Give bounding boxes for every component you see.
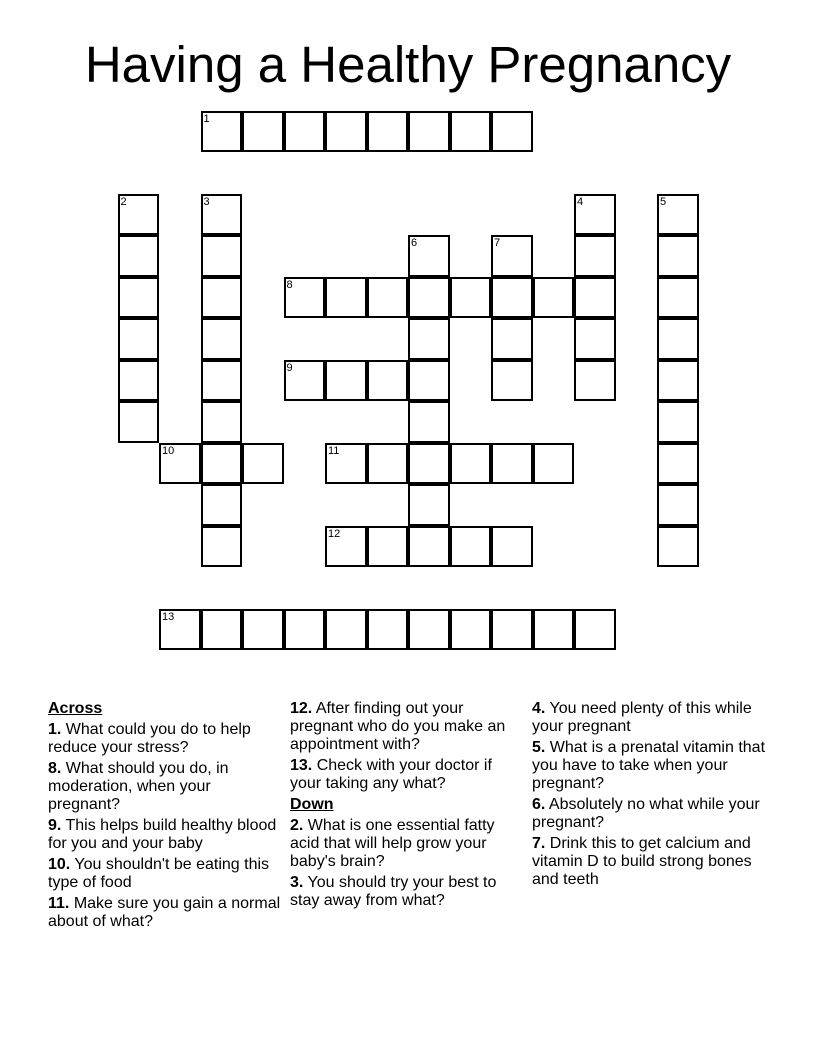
grid-cell[interactable] [657, 401, 699, 443]
grid-cell[interactable] [574, 360, 616, 402]
grid-cell[interactable] [657, 484, 699, 526]
grid-cell[interactable] [118, 235, 160, 277]
clue-text: What is a prenatal vitamin that you have to take when your pregnant? [532, 739, 766, 792]
puzzle-title: Having a Healthy Pregnancy [84, 36, 732, 93]
grid-cell[interactable] [491, 111, 533, 153]
cell-number: 4 [577, 195, 584, 208]
grid-cell[interactable] [450, 443, 492, 485]
grid-cell[interactable] [201, 443, 243, 485]
grid-cell[interactable] [201, 484, 243, 526]
grid-cell[interactable] [201, 111, 243, 153]
clue-text: You should try your best to stay away from what? [290, 874, 497, 909]
clue-number: 8. [48, 760, 62, 777]
grid-cell[interactable] [574, 194, 616, 236]
grid-cell[interactable] [367, 526, 409, 568]
grid-cell[interactable] [408, 277, 450, 319]
grid-cell[interactable] [491, 277, 533, 319]
grid-cell[interactable] [408, 360, 450, 402]
clue-text: Drink this to get calcium and vitamin D to build strong bones and teeth [532, 835, 752, 888]
grid-cell[interactable] [491, 235, 533, 277]
grid-cell[interactable] [201, 318, 243, 360]
clue-number: 7. [532, 835, 546, 852]
grid-cell[interactable] [533, 609, 575, 651]
clue-number: 3. [290, 874, 304, 891]
cell-number: 11 [328, 444, 340, 457]
grid-cell[interactable] [325, 111, 367, 153]
clue-text: You shouldn't be eating this type of food [48, 856, 270, 891]
grid-cell[interactable] [325, 526, 367, 568]
clue-text: After finding out your pregnant who do you make an appointment with? [290, 700, 506, 753]
grid-cell[interactable] [657, 360, 699, 402]
grid-cell[interactable] [657, 194, 699, 236]
grid-cell[interactable] [450, 277, 492, 319]
grid-cell[interactable] [159, 443, 201, 485]
grid-cell[interactable] [201, 526, 243, 568]
grid-cell[interactable] [284, 111, 326, 153]
clues-column-2 [290, 700, 526, 913]
grid-cell[interactable] [118, 401, 160, 443]
grid-cell[interactable] [367, 111, 409, 153]
clue-text: What could you do to help reduce your stress? [48, 721, 251, 756]
clue-across-1 [48, 721, 284, 757]
grid-cell[interactable] [408, 443, 450, 485]
grid-cell[interactable] [408, 318, 450, 360]
grid-cell[interactable] [408, 609, 450, 651]
clue-across-11 [48, 895, 284, 931]
grid-cell[interactable] [201, 360, 243, 402]
clue-text: Check with your doctor if your taking any what? [290, 757, 492, 792]
across-header: Across [48, 700, 103, 717]
clue-text: What should you do, in moderation, when your pregnant? [48, 760, 229, 813]
clue-number: 4. [532, 700, 546, 717]
grid-cell[interactable] [450, 111, 492, 153]
grid-cell[interactable] [367, 609, 409, 651]
clue-text: This helps build healthy blood for you and your baby [48, 817, 277, 852]
grid-cell[interactable] [408, 235, 450, 277]
clue-number: 12. [290, 700, 313, 717]
clue-text: What is one essential fatty acid that will help grow your baby's brain? [290, 817, 495, 870]
grid-cell[interactable] [491, 609, 533, 651]
grid-cell[interactable] [574, 235, 616, 277]
cell-number: 9 [286, 361, 293, 374]
grid-cell[interactable] [491, 443, 533, 485]
grid-cell[interactable] [657, 235, 699, 277]
clue-across-8 [48, 760, 284, 814]
clue-down-6 [532, 796, 772, 832]
cell-number: 10 [162, 444, 175, 457]
grid-cell[interactable] [242, 609, 284, 651]
clue-across-9 [48, 817, 284, 853]
grid-cell[interactable] [574, 609, 616, 651]
clue-across-10 [48, 856, 284, 892]
clue-number: 2. [290, 817, 304, 834]
clue-number: 1. [48, 721, 62, 738]
clue-number: 11. [48, 895, 70, 912]
grid-cell[interactable] [657, 443, 699, 485]
clue-across-13 [290, 757, 526, 793]
cell-number: 5 [660, 195, 667, 208]
grid-cell[interactable] [325, 443, 367, 485]
clue-down-4 [532, 700, 772, 736]
clue-number: 6. [532, 796, 546, 813]
clue-number: 13. [290, 757, 313, 774]
clues-column-3 [532, 700, 772, 892]
grid-cell[interactable] [325, 360, 367, 402]
grid-cell[interactable] [367, 360, 409, 402]
grid-cell[interactable] [408, 401, 450, 443]
clue-down-2 [290, 817, 526, 871]
grid-cell[interactable] [491, 318, 533, 360]
clue-down-7 [532, 835, 772, 889]
grid-cell[interactable] [574, 318, 616, 360]
cell-number: 8 [286, 278, 293, 291]
cell-number: 1 [203, 112, 210, 125]
grid-cell[interactable] [201, 609, 243, 651]
cell-number: 13 [162, 610, 175, 623]
grid-cell[interactable] [367, 277, 409, 319]
clues-column-1 [48, 700, 284, 934]
clue-text: You need plenty of this while your pregnant [532, 700, 752, 735]
grid-cell[interactable] [284, 360, 326, 402]
cell-number: 3 [203, 195, 210, 208]
grid-cell[interactable] [367, 443, 409, 485]
grid-cell[interactable] [408, 484, 450, 526]
grid-cell[interactable] [118, 360, 160, 402]
clue-down-5 [532, 739, 772, 793]
grid-cell[interactable] [325, 609, 367, 651]
grid-cell[interactable] [242, 443, 284, 485]
grid-cell[interactable] [574, 277, 616, 319]
clue-number: 5. [532, 739, 546, 756]
grid-cell[interactable] [201, 235, 243, 277]
clue-text: Absolutely no what while your pregnant? [532, 796, 760, 831]
grid-cell[interactable] [284, 609, 326, 651]
cell-number: 12 [328, 527, 341, 540]
grid-cell[interactable] [201, 401, 243, 443]
grid-cell[interactable] [491, 360, 533, 402]
clue-number: 9. [48, 817, 62, 834]
grid-cell[interactable] [657, 526, 699, 568]
grid-cell[interactable] [533, 443, 575, 485]
grid-cell[interactable] [201, 277, 243, 319]
grid-cell[interactable] [201, 194, 243, 236]
grid-cell[interactable] [450, 609, 492, 651]
grid-cell[interactable] [491, 526, 533, 568]
grid-cell[interactable] [118, 194, 160, 236]
grid-cell[interactable] [408, 526, 450, 568]
grid-cell[interactable] [284, 277, 326, 319]
cell-number: 6 [411, 237, 418, 249]
grid-cell[interactable] [450, 526, 492, 568]
down-header: Down [290, 796, 334, 813]
grid-cell[interactable] [118, 318, 160, 360]
cell-number: 2 [120, 195, 127, 208]
clue-across-12 [290, 700, 526, 754]
clue-down-3 [290, 874, 526, 910]
grid-cell[interactable] [242, 111, 284, 153]
grid-cell[interactable] [657, 277, 699, 319]
grid-cell[interactable] [657, 318, 699, 360]
clue-number: 10. [48, 856, 71, 873]
clue-text: Make sure you gain a normal about of what? [48, 895, 281, 930]
grid-cell[interactable] [325, 277, 367, 319]
cell-number: 7 [494, 237, 501, 249]
grid-cell[interactable] [408, 111, 450, 153]
grid-cell[interactable] [118, 277, 160, 319]
grid-cell[interactable] [533, 277, 575, 319]
grid-cell[interactable] [159, 609, 201, 651]
